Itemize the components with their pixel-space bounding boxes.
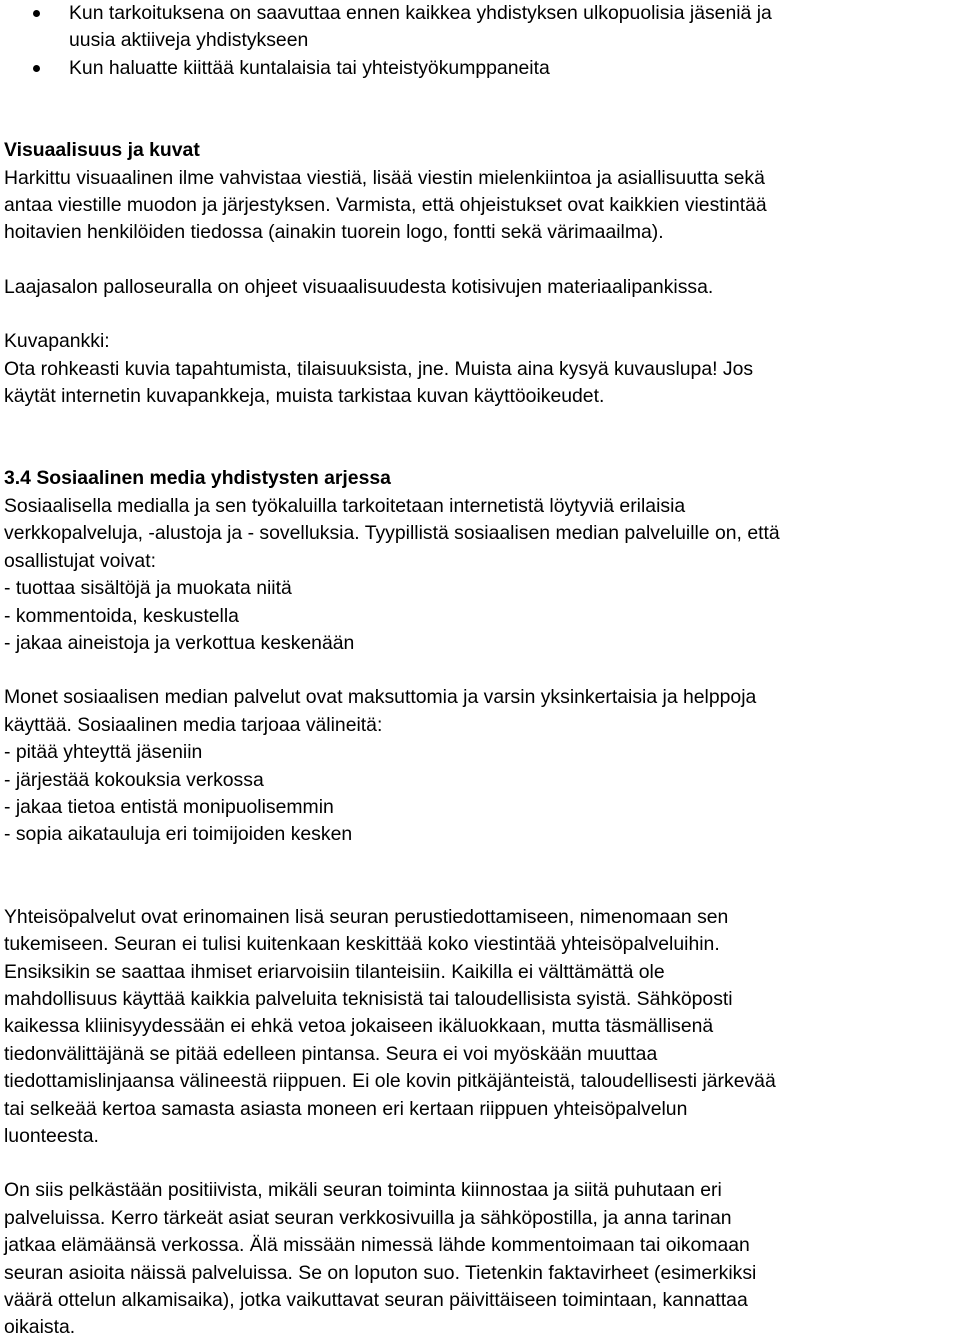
bullet-dot-icon	[33, 10, 40, 17]
bullet-text-line: uusia aktiiveja yhdistykseen	[69, 29, 309, 52]
text-line: jatkaa elämäänsä verkossa. Älä missään nimessä lähde kommentoimaan tai oikomaan	[4, 1234, 750, 1257]
paragraph	[4, 904, 954, 1151]
paragraph	[4, 493, 954, 657]
text-line: Laajasalon palloseuralla on ohjeet visuaalisuudesta kotisivujen materiaalipankissa.	[4, 275, 714, 298]
text-line: osallistujat voivat:	[4, 549, 156, 572]
paragraph	[4, 328, 954, 410]
text-line: Yhteisöpalvelut ovat erinomainen lisä seuran perustiedottamiseen, nimenomaan sen	[4, 905, 729, 928]
text-line: - pitää yhteyttä jäseniin	[4, 741, 203, 764]
paragraph	[4, 1177, 954, 1341]
text-line: palveluissa. Kerro tärkeät asiat seuran verkkosivuilla ja sähköpostilla, ja anna tarinan	[4, 1206, 732, 1229]
bullet-text-line: Kun haluatte kiittää kuntalaisia tai yhteistyökumppaneita	[69, 56, 550, 79]
text-line: käyttää. Sosiaalinen media tarjoaa välineitä:	[4, 713, 383, 736]
text-line: käytät internetin kuvapankkeja, muista tarkistaa kuvan käyttöoikeudet.	[4, 385, 605, 408]
text-line: - tuottaa sisältöjä ja muokata niitä	[4, 577, 292, 600]
text-line: On siis pelkästään positiivista, mikäli seuran toiminta kiinnostaa ja siitä puhutaan eri	[4, 1179, 722, 1202]
text-line: luonteesta.	[4, 1125, 99, 1147]
paragraph	[4, 274, 954, 301]
text-line: tai selkeää kertoa samasta asiasta moneen eri kertaan riippuen yhteisöpalvelun	[4, 1097, 688, 1120]
text-line: verkkopalveluja, -alustoja ja - sovelluksia. Tyypillistä sosiaalisen median palveluille on, että	[4, 522, 780, 545]
bullet-list	[4, 0, 954, 82]
text-line: - järjestää kokouksia verkossa	[4, 768, 264, 791]
text-line: Kuvapankki:	[4, 330, 110, 353]
section-visual	[4, 137, 954, 410]
text-line: - sopia aikatauluja eri toimijoiden kesken	[4, 823, 353, 846]
text-line: - kommentoida, keskustella	[4, 604, 239, 627]
bullet-item	[4, 55, 954, 82]
paragraph	[4, 684, 954, 848]
paragraph	[4, 165, 954, 247]
text-line: väärä ottelun alkamisaika), jotka vaikuttavat seuran päivittäiseen toimintaan, kannattaa	[4, 1289, 748, 1312]
bullet-text-line: Kun tarkoituksena on saavuttaa ennen kaikkea yhdistyksen ulkopuolisia jäseniä ja	[69, 2, 772, 24]
text-line: - jakaa tietoa entistä monipuolisemmin	[4, 795, 334, 818]
bullet-item	[4, 0, 954, 55]
text-line: hoitavien henkilöiden tiedossa (ainakin tuorein logo, fontti sekä värimaailma).	[4, 221, 664, 244]
bullet-dot-icon	[33, 65, 40, 72]
text-line: tukemiseen. Seuran ei tulisi kuitenkaan keskittää koko viestintää yhteisöpalveluihin.	[4, 933, 720, 956]
section-heading: Visuaalisuus ja kuvat	[4, 139, 200, 162]
text-line: Monet sosiaalisen median palvelut ovat maksuttomia ja varsin yksinkertaisia ja helppoja	[4, 686, 757, 709]
text-line: - jakaa aineistoja ja verkottua keskenään	[4, 631, 355, 654]
section-heading: 3.4 Sosiaalinen media yhdistysten arjessa	[4, 467, 391, 490]
text-line: Harkittu visuaalinen ilme vahvistaa viestiä, lisää viestin mielenkiintoa ja asiallisuutta sekä	[4, 166, 765, 189]
document-page	[4, 0, 954, 1342]
text-line: tiedottamislinjaansa välineestä riippuen. Ei ole kovin pitkäjänteistä, taloudellisesti järkevää	[4, 1070, 776, 1093]
text-line: tiedonvälittäjänä se pitää edelleen pintansa. Seura ei voi myöskään muuttaa	[4, 1042, 658, 1065]
text-line: Sosiaalisella medialla ja sen työkaluilla tarkoitetaan internetistä löytyviä erilaisia	[4, 494, 686, 517]
text-line: Ensiksikin se saattaa ihmiset eriarvoisiin tilanteisiin. Kaikilla ei välttämättä ole	[4, 960, 665, 983]
text-line: antaa viestille muodon ja järjestyksen. Varmista, että ohjeistukset ovat kaikkien viestintää	[4, 194, 767, 217]
text-line: mahdollisuus käyttää kaikkia palveluita teknisistä tai taloudellisista syistä. Sähköposti	[4, 987, 733, 1010]
text-line: seuran asioita näissä palveluissa. Se on loputon suo. Tietenkin faktavirheet (esimerkiksi	[4, 1261, 757, 1284]
text-line: Ota rohkeasti kuvia tapahtumista, tilaisuuksista, jne. Muista aina kysyä kuvauslupa! Jos	[4, 357, 754, 380]
text-line: kaikessa kliinisyydessään ei ehkä vetoa jokaiseen ikäluokkaan, mutta täsmällisenä	[4, 1015, 714, 1038]
text-line: oikaista.	[4, 1316, 76, 1339]
section-social-media	[4, 465, 954, 1341]
